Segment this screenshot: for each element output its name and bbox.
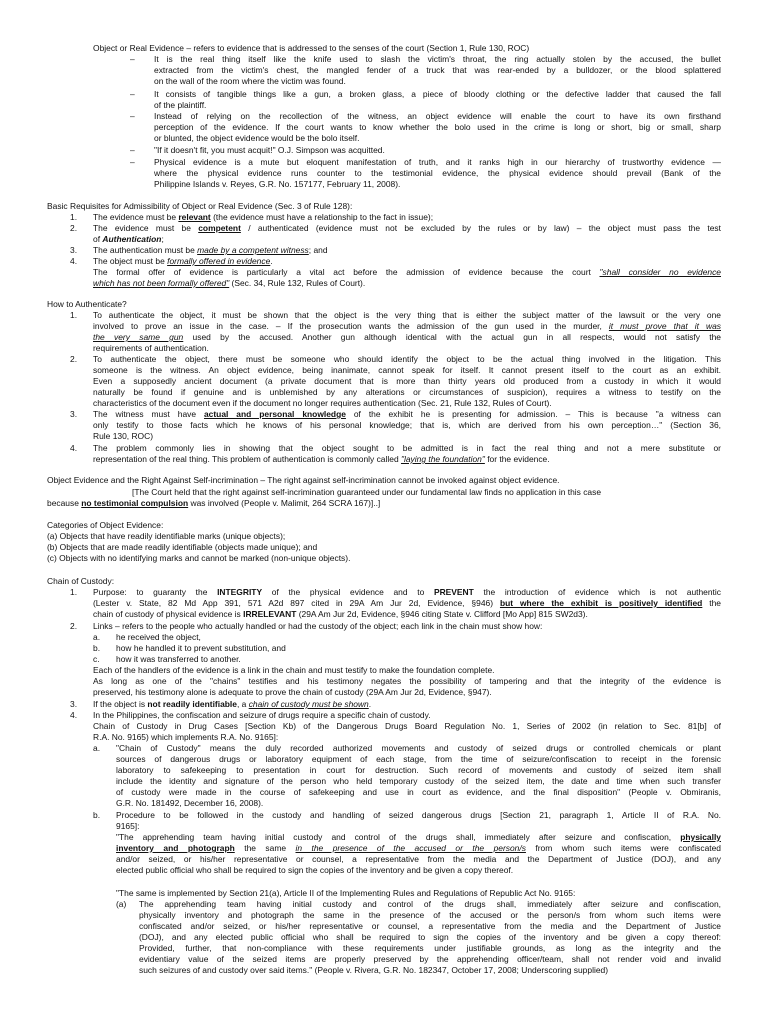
requisite-witness: The authentication must be made by a competent witness; and [93,245,328,255]
sub-marker: b. [93,643,101,653]
authenticate-text: someone is the witness. An object evidence, being inanimate, cannot speak for itself. It cannot present itself to the court as an exhibit. [93,365,721,375]
chain-purpose: chain of custody of physical evidence is IRRELEVANT (29A Am Jur 2d, Evidence, §946 citing State v. Clifford [Mo App] 815 SW2d3). [93,609,588,619]
requisite-formal-offer-note: The formal offer of evidence is particularly a vital act before the admission of evidence because the court "shall consider no evidence [93,267,721,277]
chain-links-text: preserved, his testimony alone is adequate to prove the chain of custody (29A Am Jur 2d, Evidence, §947). [93,687,492,697]
chain-definition: sources of dangerous drugs or laboratory equipment of each stage, from the time of seizure/confiscation to receipt in the forensic [116,754,721,764]
chain-procedure: 9165]: [116,821,140,831]
chain-definition: "Chain of Custody" means the duly recorded authorized movements and custody of seized drugs or controlled chemicals or plant [116,743,721,753]
chain-purpose: Purpose: to guaranty the INTEGRITY of the physical evidence and to PREVENT the introduction of evidence which is not authentic [93,587,721,597]
bullet-text: "If it doesn't fit, you must acquit!" O.J. Simpson was acquitted. [154,145,385,155]
irr-text: evidentiary value of the seized items are properly preserved by the apprehending officer/team, shall not render void and invalid [139,954,721,964]
bullet-marker: – [130,111,135,121]
bullet-text: where the physical evidence runs counter to the testimonial evidence, the physical evidence should prevail (Bank of the [154,168,721,178]
chain-link-step: how he handled it to prevent substitution, and [116,643,286,653]
category-item: (b) Objects that are made readily identifiable (objects made unique); and [47,542,318,552]
requisite-formal-offer: The object must be formally offered in evidence. [93,256,273,266]
bullet-text: of the plaintiff. [154,100,207,110]
chain-definition: laboratory to safekeeping to presentation in court for destruction. Such record of movements and custody of seized item shall [116,765,721,775]
bullet-marker: – [130,157,135,167]
chain-link-step: how it was transferred to another. [116,654,241,664]
irr-text: confiscated and/or seized, or his/her representative or counsel, a representative from the media and the Department of Justice [139,921,721,931]
chain-procedure: and/or seized, or his/her representative or counsel, a representative from the media and the Department of Justice (DOJ), and any [116,854,721,864]
authenticate-text: Rule 130, ROC) [93,431,154,441]
category-item: (c) Objects with no identifying marks and cannot be marked (non-unique objects). [47,553,351,563]
bullet-text: Philippine Islands v. Reyes, G.R. No. 157177, February 11, 2008). [154,179,401,189]
list-number: 2. [70,621,78,631]
irr-intro: "The same is implemented by Section 21(a), Article II of the Implementing Rules and Regulations of Republic Act No. 9165: [116,888,576,898]
self-incrimination-text: [The Court held that the right against self-incrimination guaranteed under our fundamental law finds no application in this case [132,487,602,497]
authenticate-text: The witness must have actual and personal knowledge of the exhibit he is presenting for admission. – This is because "a witness can [93,409,722,419]
bullet-marker: – [130,54,135,64]
irr-text: physically inventory and photograph the same in the presence of the accused or the person/s from whom such items were [139,910,721,920]
chain-procedure: inventory and photograph the same in the presence of the accused or the person/s from whom such items were confiscated [116,843,722,853]
list-number: 3. [70,699,78,709]
bullet-text: or blunted, the object evidence would be the bolo itself. [154,133,360,143]
list-number: 4. [70,256,78,266]
requisite-formal-offer-note-cont: which has not been formally offered" (Sec. 34, Rule 132, Rules of Court). [93,278,366,288]
authenticate-text: To authenticate the object, it must be shown that the object is the very thing that is either the subject matter of the lawsuit or the very one [93,310,721,320]
chain-link-step: he received the object, [116,632,201,642]
sub-marker: b. [93,810,101,820]
requisite-competent-cont: of Authentication; [93,234,164,244]
list-number: 2. [70,354,78,364]
chain-philippines: Chain of Custody in Drug Cases [Section Kb) of the Dangerous Drugs Board Regulation No. 1, Series of 2002 (in relation to Sec. 81[b] of [93,721,721,731]
self-incrimination-text: because no testimonial compulsion was involved (People v. Malimit, 264 SCRA 167)]..] [47,498,381,508]
authenticate-text: The problem commonly lies in showing that the object sought to be admitted is in fact the real thing and not a mere substitute or [93,443,721,453]
chain-links-text: As long as one of the "chains" testifies and his testimony negates the possibility of tampering and that the integrity of the evidence is [93,676,721,686]
bullet-text: perception of the evidence. If the court wants to know whether the bolo used in the crime is long or short, big or small, sharp [154,122,721,132]
object-evidence-heading: Object or Real Evidence – refers to evidence that is addressed to the senses of the court (Section 1, Rule 130, ROC) [93,43,530,53]
chain-links-text: Each of the handlers of the evidence is a link in the chain and must testify to make the foundation complete. [93,665,495,675]
bullet-text: It is the real thing itself like the knife used to slash the victim's throat, the ring actually stolen by the accused, the bullet [154,54,721,64]
list-number: 1. [70,310,78,320]
bullet-text: Physical evidence is a mute but eloquent manifestation of truth, and it ranks high in our hierarchy of trustworthy evidence — [154,157,721,167]
chain-definition: include the identity and signature of the person who held temporary custody of the seized item, the date and time when such transfer [116,776,721,786]
chain-procedure: "The apprehending team having initial custody and control of the drugs shall, immediately after seizure and confiscation, physically [116,832,721,842]
authenticate-heading: How to Authenticate? [47,299,127,309]
irr-text: The apprehending team having initial custody and control of the drugs shall, immediately after seizure and confiscation, [139,899,721,909]
authenticate-text: naturally be found if genuine and is unblemished by any alterations or circumstances of suspicion), requires a witness to testify on the [93,387,721,397]
list-number: 3. [70,245,78,255]
self-incrimination-heading: Object Evidence and the Right Against Self-incrimination – The right against self-incrimination cannot be invoked against object evidence. [47,475,560,485]
requisites-heading: Basic Requisites for Admissibility of Object or Real Evidence (Sec. 3 of Rule 128): [47,201,353,211]
chain-philippines: In the Philippines, the confiscation and seizure of drugs require a specific chain of custody. [93,710,431,720]
bullet-text: Instead of relying on the recollection of the witness, an object evidence will enable the court to have its own firsthand [154,111,721,121]
chain-procedure: elected public official who shall be required to sign the copies of the inventory and be given a copy thereof. [116,865,514,875]
authenticate-text: only testify to those facts which he knows of his personal knowledge; that is, which are derived from his own perception…" (Section 36, [93,420,721,430]
bullet-text: It consists of tangible things like a gun, a broken glass, a piece of bloody clothing or the defective ladder that caused the fall [154,89,721,99]
list-number: 1. [70,212,78,222]
irr-text: Provided, further, that non-compliance with these requirements under justifiable grounds, as long as the integrity and the [139,943,721,953]
authenticate-text: Even a supposedly ancient document (a private document that is more than thirty years old produced from a custody in which it would [93,376,721,386]
irr-text: (DOJ), and any elected public official who shall be required to sign the copies of the inventory and be given a copy thereof: [139,932,721,942]
chain-purpose: (Lester v. State, 82 Md App 391, 571 A2d 897 cited in 29A Am Jur 2d, Evidence, §946) but where the exhibit is positively identified the [93,598,722,608]
irr-text: such seizures of and custody over said items." (People v. Rivera, G.R. No. 182347, October 17, 2008; Underscoring supplied) [139,965,609,975]
chain-heading: Chain of Custody: [47,576,115,586]
sub-marker: a. [93,743,101,753]
authenticate-text: requirements of authentication. [93,343,209,353]
authenticate-text: To authenticate the object, there must be someone who should identify the object to be the actual thing involved in the litigation. This [93,354,721,364]
authenticate-text: characteristics of the document even if the document no longer requires authentication (Sec. 21, Rule 132, Rules of Court). [93,398,552,408]
bullet-marker: – [130,145,135,155]
chain-not-identifiable: If the object is not readily identifiable, a chain of custody must be shown. [93,699,372,709]
authenticate-text: representation of the real thing. This problem of authentication is commonly called "laying the foundation" for the evidence. [93,454,550,464]
chain-procedure: Procedure to be followed in the custody and handling of seized dangerous drugs [Section 21, paragraph 1, Article II of R.A. No. [116,810,721,820]
sub-marker: (a) [116,899,127,909]
bullet-text: extracted from the victim's chest, the mangled fender of a truck that was rear-ended by a bulldozer, or the blood splattered [154,65,721,75]
list-number: 1. [70,587,78,597]
list-number: 3. [70,409,78,419]
authenticate-text: the very same gun used by the accused. Another gun although identical with the actual gun in all respects, would not satisfy the [93,332,721,342]
categories-heading: Categories of Object Evidence: [47,520,164,530]
bullet-text: on the wall of the room where the victim was found. [154,76,346,86]
chain-philippines: R.A. No. 9165) which implements R.A. No. 9165]: [93,732,279,742]
requisite-competent: The evidence must be competent / authenticated (evidence must not be excluded by the rules or by law) – the object must pass the test [93,223,721,233]
chain-definition: of custody were made in the course of safekeeping and use in court as evidence, and the final disposition" (People v. Obmiranis, [116,787,721,797]
list-number: 4. [70,443,78,453]
chain-definition: G.R. No. 181492, December 16, 2008). [116,798,264,808]
sub-marker: a. [93,632,101,642]
list-number: 4. [70,710,78,720]
sub-marker: c. [93,654,100,664]
list-number: 2. [70,223,78,233]
bullet-marker: – [130,89,135,99]
requisite-relevant: The evidence must be relevant (the evidence must have a relationship to the fact in issue); [93,212,434,222]
chain-links: Links – refers to the people who actually handled or had the custody of the object; each link in the chain must show how: [93,621,543,631]
category-item: (a) Objects that have readily identifiable marks (unique objects); [47,531,286,541]
authenticate-text: involved to prove an issue in the case. – If the prosecution wants the admission of the gun used in the murder, it must prove that it was [93,321,721,331]
